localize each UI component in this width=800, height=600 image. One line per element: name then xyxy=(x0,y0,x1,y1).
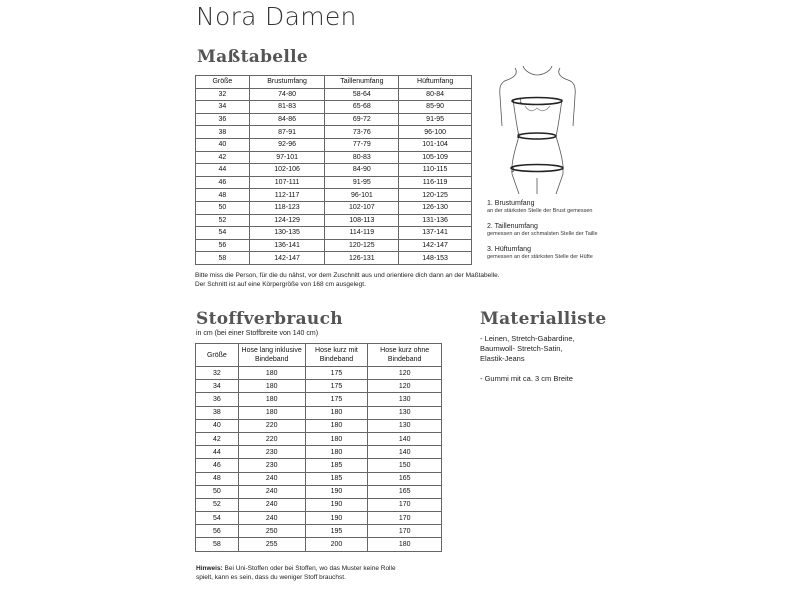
legend-desc: an der stärksten Stelle der Brust gemessen xyxy=(487,208,593,214)
table-cell: 44 xyxy=(196,446,239,459)
table-cell: 180 xyxy=(305,432,368,445)
table-cell: 230 xyxy=(238,446,305,459)
column-header: Größe xyxy=(196,344,239,367)
table-row xyxy=(196,525,442,538)
table-cell: 140 xyxy=(368,432,442,445)
table-cell: 190 xyxy=(305,512,368,525)
column-header: Taillenumfang xyxy=(325,76,399,89)
table-cell: 170 xyxy=(368,525,442,538)
marker-2: 2 xyxy=(517,134,521,140)
table-cell: 34 xyxy=(196,380,239,393)
table-cell: 180 xyxy=(305,419,368,432)
materials-line: Elastik-Jeans xyxy=(480,354,525,363)
fabric-subheading: in cm (bei einer Stoffbreite von 140 cm) xyxy=(196,330,319,337)
table-cell: 54 xyxy=(196,512,239,525)
table-cell: 220 xyxy=(238,419,305,432)
table-row xyxy=(196,406,442,419)
table-cell: 240 xyxy=(238,485,305,498)
table-row xyxy=(196,446,442,459)
table-cell: 170 xyxy=(368,498,442,511)
table-cell: 38 xyxy=(196,406,239,419)
table-cell: 136-141 xyxy=(249,239,325,252)
table-cell: 180 xyxy=(305,406,368,419)
waist-line xyxy=(518,133,556,139)
table-row xyxy=(196,472,442,485)
table-row xyxy=(196,189,472,202)
table-cell: 142-147 xyxy=(399,239,472,252)
table-cell: 124-129 xyxy=(249,214,325,227)
table-cell: 50 xyxy=(196,485,239,498)
materials-list xyxy=(480,334,575,384)
table-row xyxy=(196,367,442,380)
table-row xyxy=(196,113,472,126)
table-cell: 240 xyxy=(238,472,305,485)
table-cell: 69-72 xyxy=(325,113,399,126)
table-cell: 40 xyxy=(196,419,239,432)
table-cell: 165 xyxy=(368,472,442,485)
legend-desc: gemessen an der schmalsten Stelle der Taille xyxy=(487,231,598,237)
table-cell: 91-95 xyxy=(325,176,399,189)
table-cell: 97-101 xyxy=(249,151,325,164)
table-cell: 42 xyxy=(196,432,239,445)
table-cell: 84-90 xyxy=(325,164,399,177)
table-cell: 110-115 xyxy=(399,164,472,177)
table-cell: 46 xyxy=(196,176,250,189)
table-row xyxy=(196,432,442,445)
fabric-table xyxy=(195,343,442,552)
table-cell: 32 xyxy=(196,88,250,101)
table-row xyxy=(196,252,472,265)
table-cell: 56 xyxy=(196,239,250,252)
note-line: Der Schnitt ist auf eine Körpergröße von 168 cm ausgelegt. xyxy=(195,281,366,288)
legend-title: 3. Hüftumfang xyxy=(487,246,531,253)
table-row xyxy=(196,498,442,511)
table-cell: 96-101 xyxy=(325,189,399,202)
table-cell: 36 xyxy=(196,393,239,406)
table-cell: 34 xyxy=(196,101,250,114)
hip-line xyxy=(511,165,563,172)
table-row xyxy=(196,201,472,214)
table-cell: 65-68 xyxy=(325,101,399,114)
table-row xyxy=(196,239,472,252)
table-cell: 50 xyxy=(196,201,250,214)
page-title: Nora Damen xyxy=(196,2,357,31)
table-cell: 120 xyxy=(368,367,442,380)
table-cell: 195 xyxy=(305,525,368,538)
table-cell: 185 xyxy=(305,459,368,472)
table-row xyxy=(196,485,442,498)
table-cell: 42 xyxy=(196,151,250,164)
column-header: Hose kurz ohne Bindeband xyxy=(368,344,442,367)
table-cell: 180 xyxy=(238,406,305,419)
body-measurement-figure xyxy=(495,66,580,196)
legend-desc: gemessen an der stärksten Stelle der Hüfte xyxy=(487,254,593,260)
table-cell: 96-100 xyxy=(399,126,472,139)
table-cell: 48 xyxy=(196,472,239,485)
size-chart-table xyxy=(195,75,472,265)
table-cell: 81-83 xyxy=(249,101,325,114)
table-cell: 137-141 xyxy=(399,227,472,240)
table-cell: 180 xyxy=(238,380,305,393)
table-cell: 46 xyxy=(196,459,239,472)
table-cell: 200 xyxy=(305,538,368,551)
materials-line: Baumwoll- Stretch-Satin, xyxy=(480,344,563,353)
table-row xyxy=(196,419,442,432)
table-cell: 140 xyxy=(368,446,442,459)
table-header-row xyxy=(196,344,442,367)
table-row xyxy=(196,101,472,114)
note-line: Bitte miss die Person, für die du nähst, vor dem Zuschnitt aus und orientiere dich dann an der Maßtabelle. xyxy=(195,272,500,279)
table-cell: 240 xyxy=(238,512,305,525)
table-cell: 74-80 xyxy=(249,88,325,101)
table-cell: 38 xyxy=(196,126,250,139)
table-cell: 108-113 xyxy=(325,214,399,227)
table-cell: 255 xyxy=(238,538,305,551)
table-cell: 101-104 xyxy=(399,138,472,151)
table-cell: 80-83 xyxy=(325,151,399,164)
table-cell: 190 xyxy=(305,485,368,498)
table-cell: 52 xyxy=(196,498,239,511)
table-row xyxy=(196,138,472,151)
table-cell: 52 xyxy=(196,214,250,227)
table-cell: 180 xyxy=(238,393,305,406)
table-cell: 116-119 xyxy=(399,176,472,189)
table-cell: 250 xyxy=(238,525,305,538)
table-row xyxy=(196,380,442,393)
table-cell: 175 xyxy=(305,393,368,406)
hint-text: spielt, kann es sein, dass du weniger Stoff brauchst. xyxy=(196,574,346,581)
materials-line: - Leinen, Stretch-Gabardine, xyxy=(480,334,575,343)
table-cell: 102-107 xyxy=(325,201,399,214)
table-cell: 58 xyxy=(196,252,250,265)
table-row xyxy=(196,176,472,189)
table-cell: 36 xyxy=(196,113,250,126)
size-chart-note xyxy=(195,271,500,289)
fabric-hint xyxy=(196,564,396,582)
column-header: Größe xyxy=(196,76,250,89)
table-cell: 190 xyxy=(305,498,368,511)
legend-item-hip xyxy=(487,246,593,261)
table-cell: 112-117 xyxy=(249,189,325,202)
table-cell: 85-90 xyxy=(399,101,472,114)
table-cell: 56 xyxy=(196,525,239,538)
table-row xyxy=(196,151,472,164)
table-cell: 48 xyxy=(196,189,250,202)
marker-3: 3 xyxy=(511,168,515,174)
table-cell: 84-86 xyxy=(249,113,325,126)
table-cell: 114-119 xyxy=(325,227,399,240)
table-row xyxy=(196,227,472,240)
size-chart-heading: Maßtabelle xyxy=(197,47,309,67)
table-row xyxy=(196,512,442,525)
hint-text: Bei Uni-Stoffen oder bei Stoffen, wo das Muster keine Rolle xyxy=(222,565,396,572)
column-header: Brustumfang xyxy=(249,76,325,89)
table-cell: 105-109 xyxy=(399,151,472,164)
column-header: Hose lang inklusive Bindeband xyxy=(238,344,305,367)
table-cell: 142-147 xyxy=(249,252,325,265)
table-row xyxy=(196,214,472,227)
table-cell: 91-95 xyxy=(399,113,472,126)
table-cell: 185 xyxy=(305,472,368,485)
table-cell: 92-96 xyxy=(249,138,325,151)
table-row xyxy=(196,459,442,472)
table-cell: 230 xyxy=(238,459,305,472)
table-cell: 87-91 xyxy=(249,126,325,139)
table-row xyxy=(196,393,442,406)
table-cell: 175 xyxy=(305,367,368,380)
column-header: Hüftumfang xyxy=(399,76,472,89)
table-cell: 44 xyxy=(196,164,250,177)
table-cell: 58-64 xyxy=(325,88,399,101)
table-cell: 148-153 xyxy=(399,252,472,265)
marker-1: 1 xyxy=(519,99,523,105)
table-cell: 175 xyxy=(305,380,368,393)
materials-line: - Gummi mit ca. 3 cm Breite xyxy=(480,374,573,383)
table-cell: 120-125 xyxy=(325,239,399,252)
table-cell: 40 xyxy=(196,138,250,151)
table-cell: 220 xyxy=(238,432,305,445)
table-cell: 120 xyxy=(368,380,442,393)
column-header: Hose kurz mit Bindeband xyxy=(305,344,368,367)
table-cell: 126-131 xyxy=(325,252,399,265)
table-cell: 130 xyxy=(368,406,442,419)
table-cell: 77-79 xyxy=(325,138,399,151)
hint-label: Hinweis: xyxy=(196,565,223,572)
materials-line xyxy=(480,364,575,374)
table-row xyxy=(196,538,442,551)
table-cell: 73-76 xyxy=(325,126,399,139)
table-row xyxy=(196,164,472,177)
legend-item-waist xyxy=(487,223,598,238)
table-cell: 180 xyxy=(368,538,442,551)
table-cell: 180 xyxy=(305,446,368,459)
table-cell: 107-111 xyxy=(249,176,325,189)
table-header-row xyxy=(196,76,472,89)
table-cell: 180 xyxy=(238,367,305,380)
table-cell: 131-136 xyxy=(399,214,472,227)
table-cell: 126-130 xyxy=(399,201,472,214)
table-cell: 150 xyxy=(368,459,442,472)
table-row xyxy=(196,126,472,139)
table-cell: 54 xyxy=(196,227,250,240)
table-cell: 32 xyxy=(196,367,239,380)
table-cell: 165 xyxy=(368,485,442,498)
table-cell: 118-123 xyxy=(249,201,325,214)
table-cell: 170 xyxy=(368,512,442,525)
table-cell: 120-125 xyxy=(399,189,472,202)
legend-title: 2. Taillenumfang xyxy=(487,223,538,230)
table-cell: 130 xyxy=(368,419,442,432)
fabric-heading: Stoffverbrauch xyxy=(196,309,343,329)
materials-heading: Materialliste xyxy=(480,309,607,329)
table-row xyxy=(196,88,472,101)
table-cell: 102-106 xyxy=(249,164,325,177)
table-cell: 240 xyxy=(238,498,305,511)
table-cell: 130 xyxy=(368,393,442,406)
legend-title: 1. Brustumfang xyxy=(487,200,535,207)
table-cell: 58 xyxy=(196,538,239,551)
table-cell: 80-84 xyxy=(399,88,472,101)
table-cell: 130-135 xyxy=(249,227,325,240)
legend-item-bust xyxy=(487,200,592,215)
